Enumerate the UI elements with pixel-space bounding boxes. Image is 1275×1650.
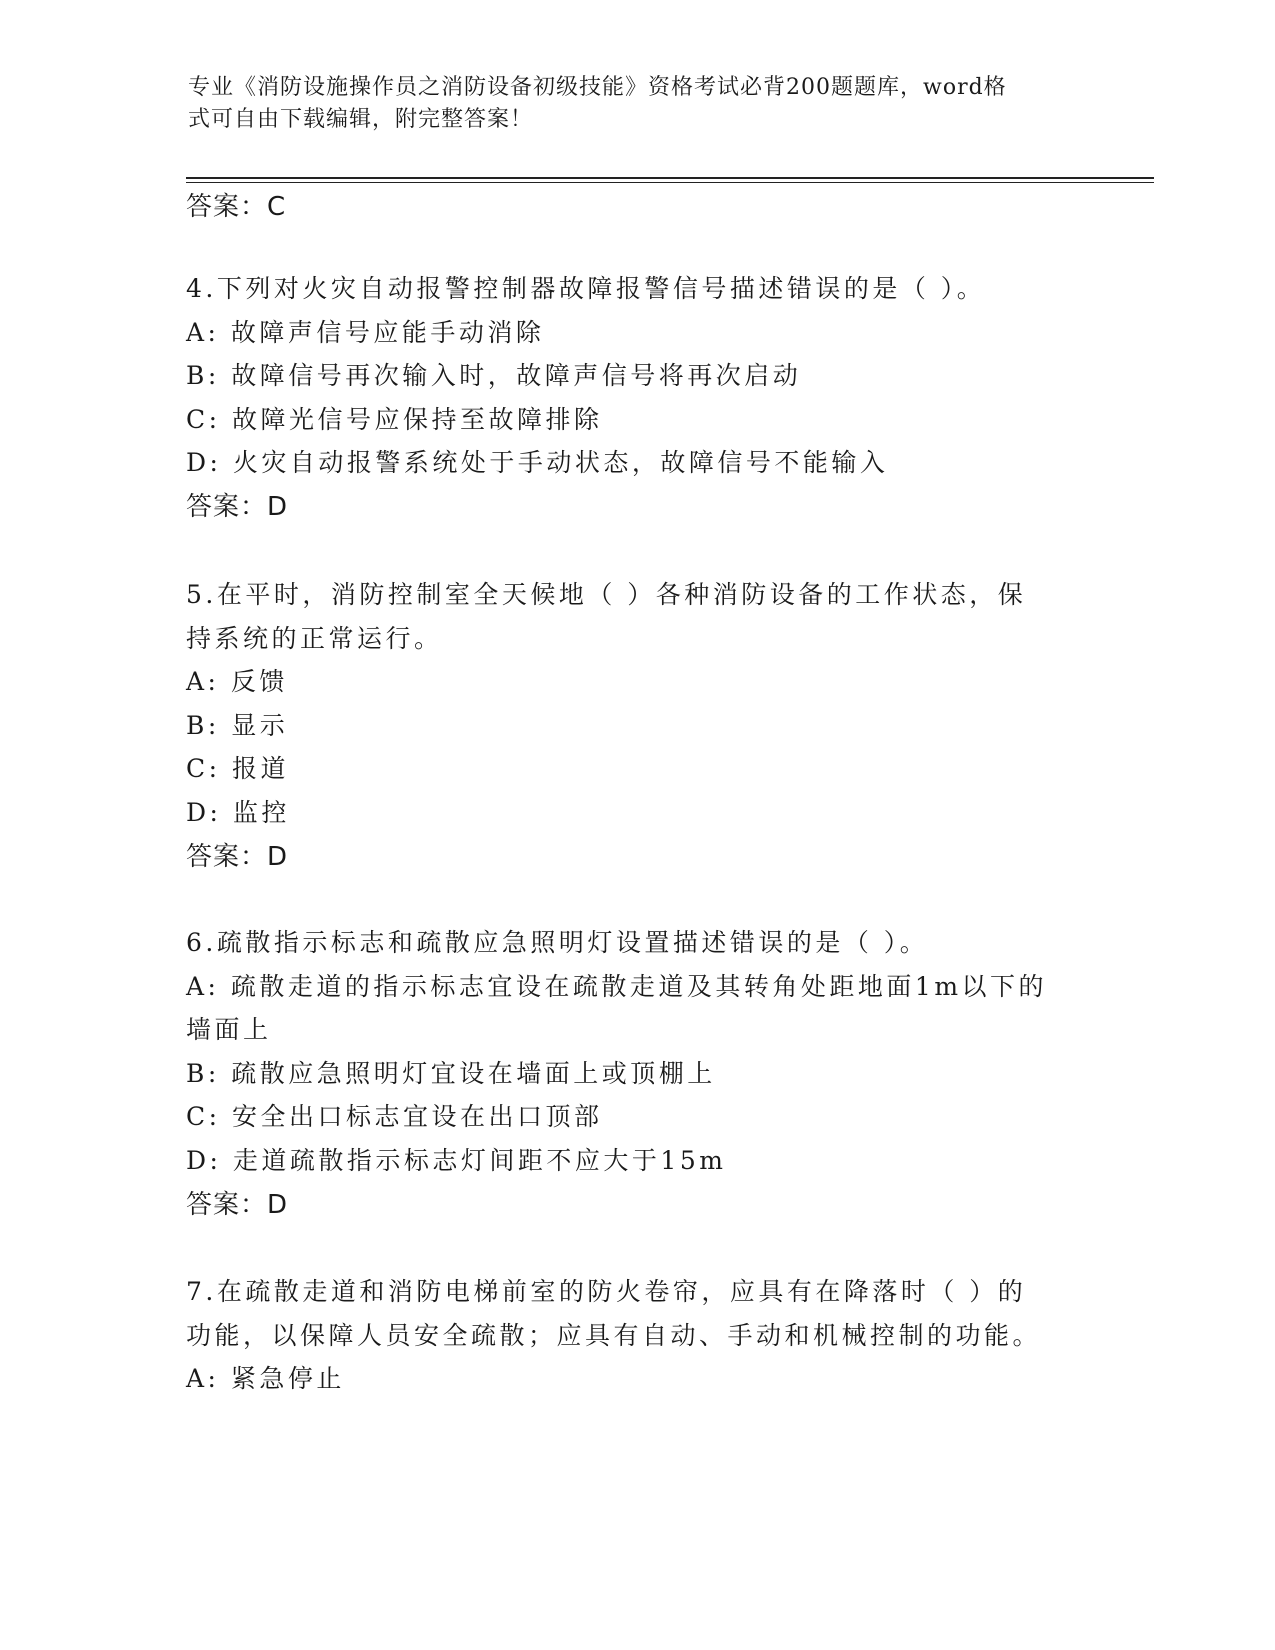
header-line-1: 专业《消防设施操作员之消防设备初级技能》资格考试必背200题题库，word格 xyxy=(188,75,1007,100)
question-stem-line: 持系统的正常运行。 xyxy=(186,623,443,653)
option-line: D: 监控 xyxy=(186,798,290,827)
option-line: B: 显示 xyxy=(186,710,289,740)
option-line: A: 反馈 xyxy=(186,667,288,697)
option-line: A: 紧急停止 xyxy=(186,1364,345,1394)
question-stem-line: 功能，以保障人员安全疏散；应具有自动、手动和机械控制的功能。 xyxy=(186,1320,1042,1350)
option-line: C: 故障光信号应保持至故障排除 xyxy=(186,404,603,434)
document-header xyxy=(188,72,1068,136)
option-line: C: 报道 xyxy=(186,754,289,784)
header-divider-thin xyxy=(186,182,1154,183)
header-line-2: 式可自由下载编辑，附完整答案！ xyxy=(188,107,534,132)
question-stem-line: 7.在疏散走道和消防电梯前室的防火卷帘，应具有在降落时（ ）的 xyxy=(186,1277,1027,1306)
option-line: B: 疏散应急照明灯宜设在墙面上或顶棚上 xyxy=(186,1058,716,1088)
option-line: B: 故障信号再次输入时，故障声信号将再次启动 xyxy=(186,361,802,391)
option-line: 墙面上 xyxy=(186,1015,272,1045)
option-line: A: 故障声信号应能手动消除 xyxy=(186,317,545,347)
question-stem-line: 5.在平时，消防控制室全天候地（ ）各种消防设备的工作状态，保 xyxy=(186,580,1027,609)
option-line: C: 安全出口标志宜设在出口顶部 xyxy=(186,1102,603,1132)
option-line: D: 火灾自动报警系统处于手动状态，故障信号不能输入 xyxy=(186,448,889,478)
question-stem-line: 6.疏散指示标志和疏散应急照明灯设置描述错误的是（ ）。 xyxy=(186,928,929,957)
answer-line: 答案：C xyxy=(186,192,287,222)
answer-line: 答案：D xyxy=(186,1189,289,1220)
option-line: A: 疏散走道的指示标志宜设在疏散走道及其转角处距地面1m以下的 xyxy=(186,971,1048,1001)
answer-line: 答案：D xyxy=(186,841,289,872)
answer-line: 答案：D xyxy=(186,492,289,522)
option-line: D: 走道疏散指示标志灯间距不应大于15m xyxy=(186,1146,727,1175)
header-divider-thick xyxy=(186,177,1154,179)
question-stem-line: 4.下列对火灾自动报警控制器故障报警信号描述错误的是（ ）。 xyxy=(186,274,986,303)
